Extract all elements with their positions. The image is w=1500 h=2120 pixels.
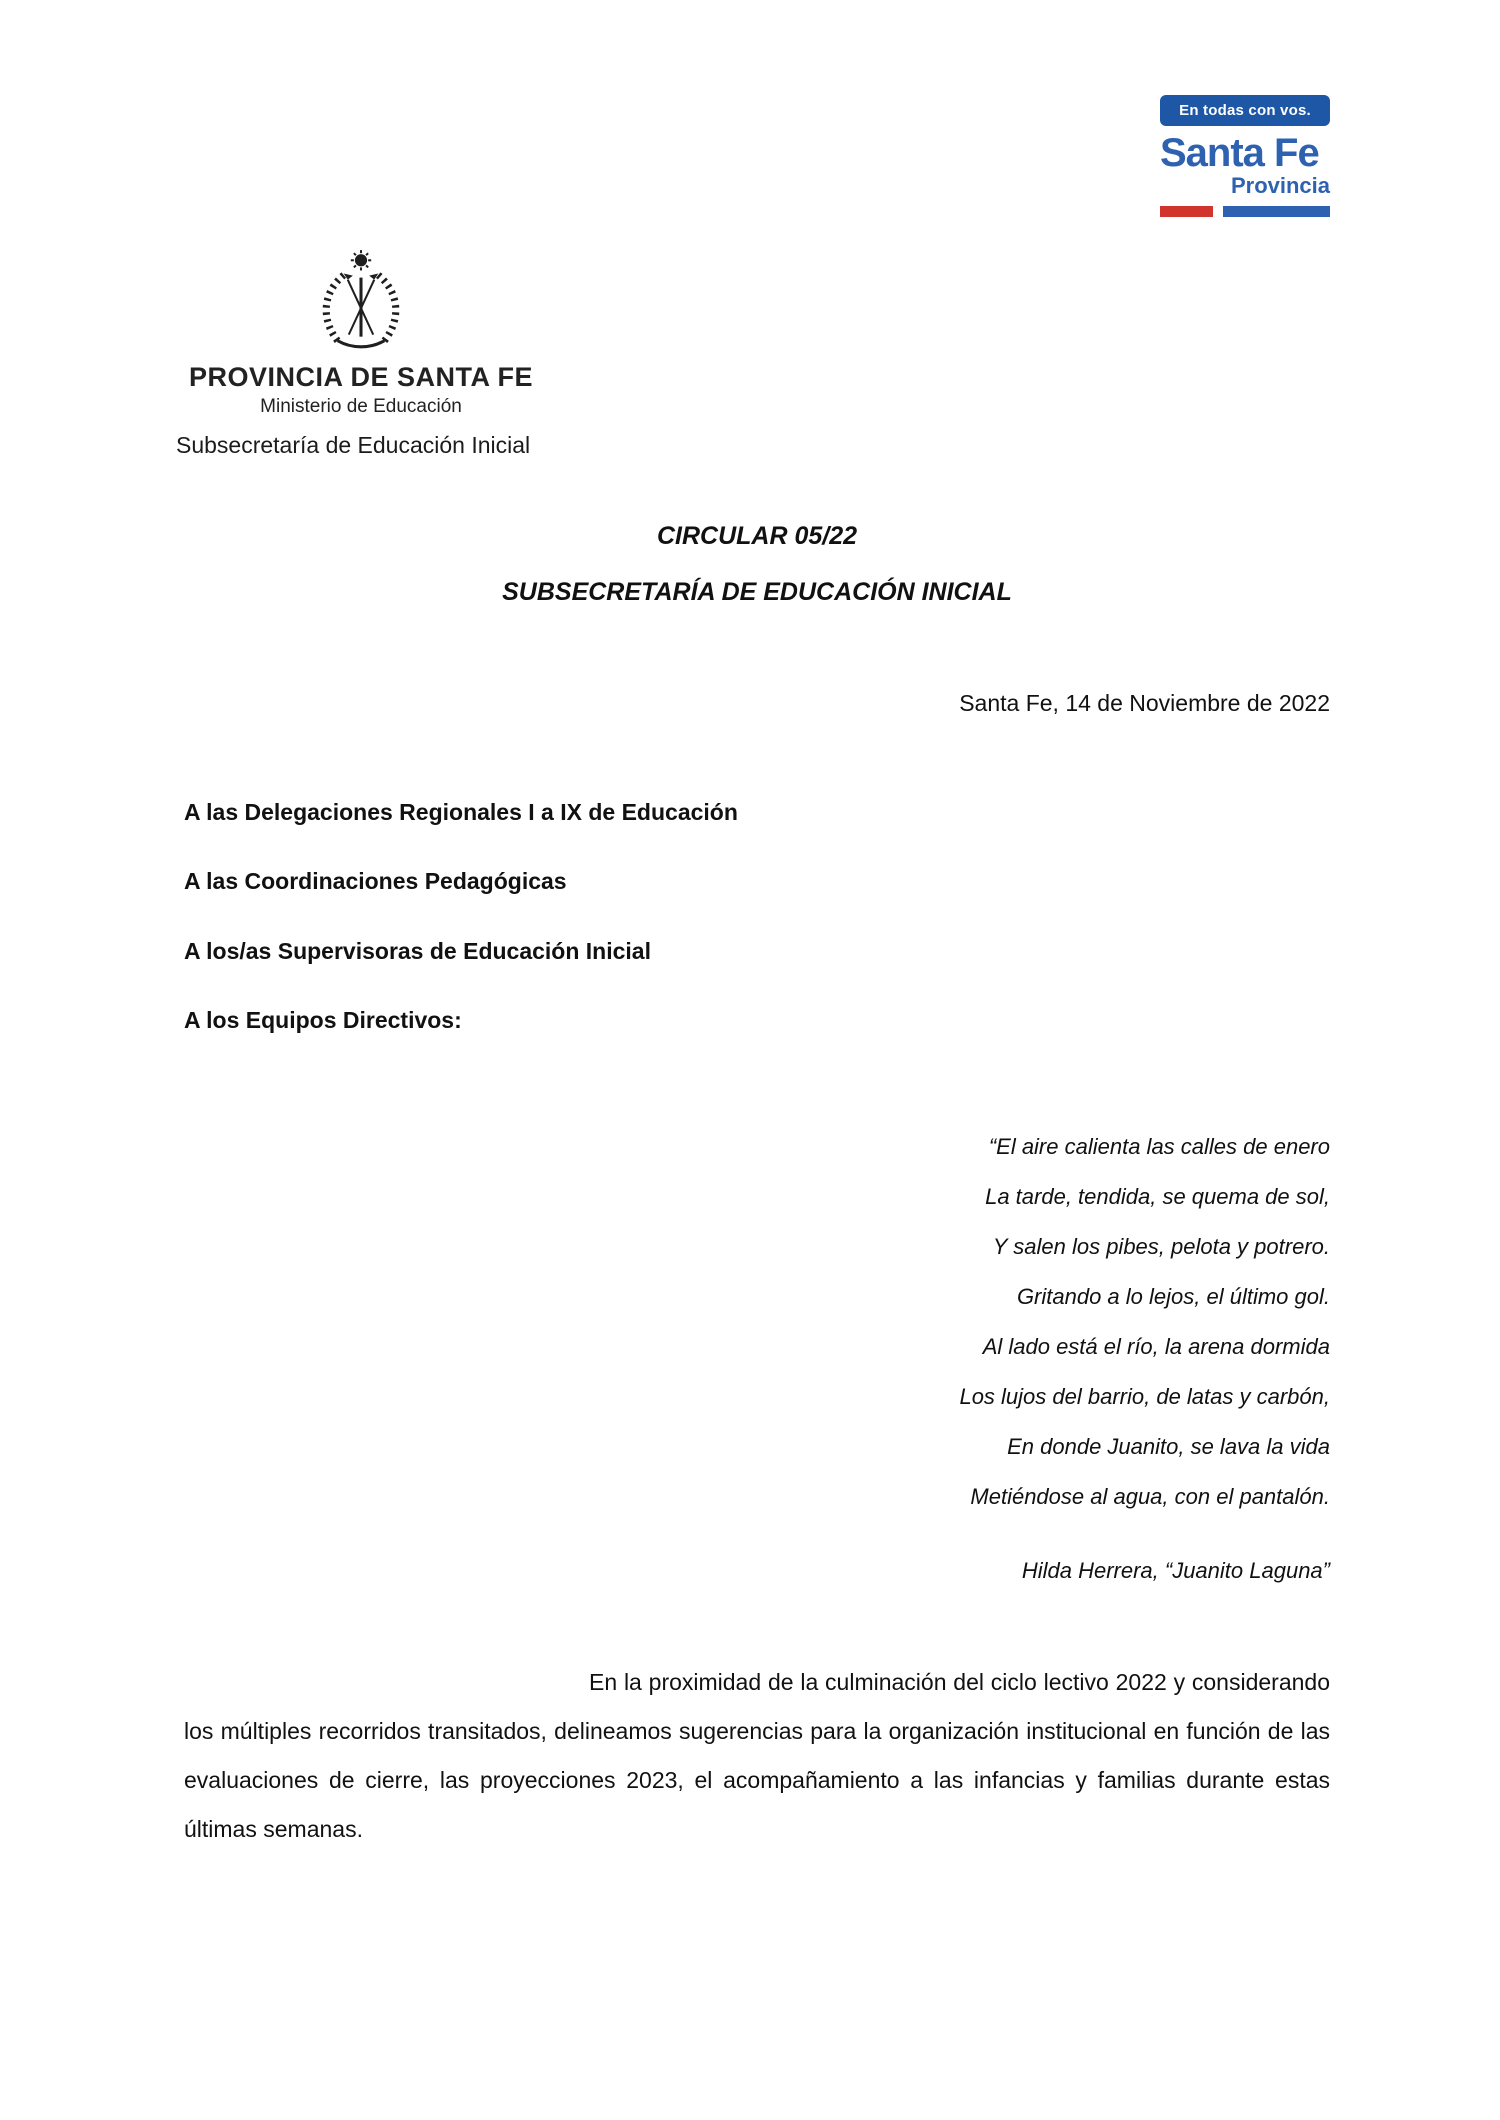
circular-number: CIRCULAR 05/22 bbox=[656, 522, 858, 550]
flag-red-stripe bbox=[1160, 206, 1213, 217]
santa-fe-flag-icon bbox=[1160, 206, 1330, 217]
logo-subtitle: Provincia bbox=[1230, 173, 1330, 198]
ministry-name: Ministerio de Educación bbox=[260, 395, 462, 417]
recipient-line: A las Delegaciones Regionales I a IX de Educación bbox=[184, 799, 738, 825]
poem-line: “El aire calienta las calles de enero bbox=[988, 1134, 1330, 1159]
poem bbox=[959, 1122, 1330, 1522]
letterhead bbox=[176, 248, 546, 459]
poem-line: Gritando a lo lejos, el último gol. bbox=[1016, 1284, 1330, 1309]
poem-attribution: Hilda Herrera, “Juanito Laguna” bbox=[1021, 1558, 1330, 1583]
poem-line: En donde Juanito, se lava la vida bbox=[1007, 1434, 1330, 1459]
recipient-line: A las Coordinaciones Pedagógicas bbox=[184, 868, 567, 895]
santa-fe-logo bbox=[1160, 95, 1330, 217]
recipient-line: A los Equipos Directivos: bbox=[184, 1006, 462, 1033]
coat-of-arms-icon bbox=[176, 248, 546, 357]
poem-line: La tarde, tendida, se quema de sol, bbox=[985, 1184, 1330, 1209]
body-paragraph: En la proximidad de la culminación del ciclo lectivo 2022 y considerando los múltiples recorridos transitados, delineamos sugerencias para la organización institucional en función de las evaluaciones de cierre, las proyecciones 2023, el acompañamiento a las infancias y familias durante estas últimas semanas. bbox=[184, 1669, 1330, 1842]
poem-line: Metiéndose al agua, con el pantalón. bbox=[970, 1484, 1330, 1509]
subsecretariat-name: Subsecretaría de Educación Inicial bbox=[176, 431, 531, 458]
date-line: Santa Fe, 14 de Noviembre de 2022 bbox=[959, 690, 1330, 716]
recipient-line: A los/as Supervisoras de Educación Inicial bbox=[184, 937, 651, 964]
poem-line: Los lujos del barrio, de latas y carbón, bbox=[959, 1384, 1330, 1409]
flag-blue-stripe bbox=[1223, 206, 1330, 217]
recipients-list bbox=[184, 800, 738, 1077]
logo-tagline-badge: En todas con vos. bbox=[1160, 95, 1330, 126]
flag-white-stripe bbox=[1213, 206, 1223, 217]
circular-subtitle: SUBSECRETARÍA DE EDUCACIÓN INICIAL bbox=[502, 578, 1012, 606]
circular-title bbox=[184, 522, 1330, 607]
poem-line: Y salen los pibes, pelota y potrero. bbox=[992, 1234, 1330, 1259]
poem-line: Al lado está el río, la arena dormida bbox=[982, 1334, 1330, 1359]
logo-brand-text: Santa Fe bbox=[1160, 131, 1319, 175]
org-name: PROVINCIA DE SANTA FE bbox=[188, 362, 534, 392]
